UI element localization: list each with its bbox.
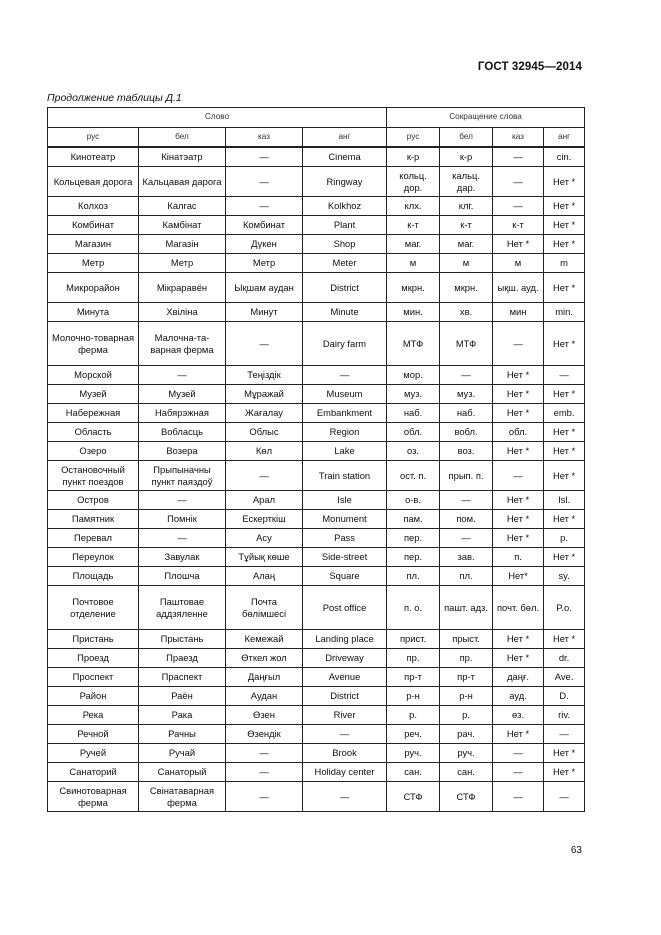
cell-word-kaz: Ескерткіш xyxy=(226,510,303,529)
cell-abbr-kaz: обл. xyxy=(493,423,544,442)
cell-abbr-kaz: Нет * xyxy=(493,630,544,649)
cell-word-kaz: — xyxy=(226,744,303,763)
cell-abbr-bel: — xyxy=(440,529,493,548)
cell-word-kaz: Көл xyxy=(226,442,303,461)
cell-abbr-bel: клг. xyxy=(440,197,493,216)
cell-word-eng: Museum xyxy=(303,385,387,404)
table-row xyxy=(48,510,585,529)
cell-abbr-bel: пр-т xyxy=(440,668,493,687)
cell-abbr-kaz: Нет* xyxy=(493,567,544,586)
table-row xyxy=(48,529,585,548)
table-row xyxy=(48,273,585,303)
abbreviations-table xyxy=(47,107,585,812)
table-row xyxy=(48,548,585,567)
cell-word-bel: — xyxy=(139,529,226,548)
cell-word-rus: Метр xyxy=(48,254,139,273)
cell-word-eng: Cinema xyxy=(303,147,387,167)
cell-word-rus: Проспект xyxy=(48,668,139,687)
cell-abbr-rus: р. xyxy=(387,706,440,725)
cell-abbr-rus: п. о. xyxy=(387,586,440,630)
table-row xyxy=(48,763,585,782)
cell-word-bel: Рака xyxy=(139,706,226,725)
cell-word-bel: — xyxy=(139,491,226,510)
cell-abbr-kaz: Нет * xyxy=(493,404,544,423)
cell-word-eng: Post office xyxy=(303,586,387,630)
cell-word-rus: Остановочный пункт поездов xyxy=(48,461,139,491)
cell-abbr-rus: пер. xyxy=(387,548,440,567)
cell-word-kaz: — xyxy=(226,763,303,782)
cell-word-bel: Хвіліна xyxy=(139,303,226,322)
cell-word-kaz: Өзен xyxy=(226,706,303,725)
cell-word-kaz: Дүкен xyxy=(226,235,303,254)
table-row xyxy=(48,630,585,649)
table-row xyxy=(48,216,585,235)
cell-word-eng: Avenue xyxy=(303,668,387,687)
cell-word-eng: Region xyxy=(303,423,387,442)
cell-abbr-bel: рач. xyxy=(440,725,493,744)
cell-abbr-rus: м xyxy=(387,254,440,273)
cell-abbr-bel: зав. xyxy=(440,548,493,567)
cell-word-eng: Dairy farm xyxy=(303,322,387,366)
cell-abbr-kaz: — xyxy=(493,197,544,216)
cell-abbr-kaz: Нет * xyxy=(493,725,544,744)
cell-abbr-rus: к-р xyxy=(387,147,440,167)
cell-word-kaz: Мұражай xyxy=(226,385,303,404)
cell-word-kaz: Комбинат xyxy=(226,216,303,235)
cell-word-kaz: Жағалау xyxy=(226,404,303,423)
cell-abbr-kaz: ықш. ауд. xyxy=(493,273,544,303)
cell-abbr-bel: МТФ xyxy=(440,322,493,366)
cell-word-bel: Плошча xyxy=(139,567,226,586)
cell-word-eng: — xyxy=(303,366,387,385)
cell-abbr-bel: вобл. xyxy=(440,423,493,442)
table-row xyxy=(48,725,585,744)
col-header-abbr-eng: анг xyxy=(544,128,585,148)
cell-abbr-kaz: — xyxy=(493,763,544,782)
cell-abbr-bel: — xyxy=(440,491,493,510)
cell-abbr-kaz: Нет * xyxy=(493,385,544,404)
cell-word-bel: Свінатаварная ферма xyxy=(139,782,226,812)
cell-word-rus: Почтовое отделение xyxy=(48,586,139,630)
cell-abbr-eng: — xyxy=(544,725,585,744)
cell-word-eng: Meter xyxy=(303,254,387,273)
cell-abbr-rus: мин. xyxy=(387,303,440,322)
sub-header-row xyxy=(48,128,585,148)
cell-word-eng: Shop xyxy=(303,235,387,254)
cell-word-eng: Isle xyxy=(303,491,387,510)
cell-word-rus: Музей xyxy=(48,385,139,404)
cell-word-eng: Pass xyxy=(303,529,387,548)
cell-abbr-eng: Нет * xyxy=(544,273,585,303)
cell-abbr-rus: маг. xyxy=(387,235,440,254)
cell-abbr-bel: руч. xyxy=(440,744,493,763)
cell-abbr-eng: Нет * xyxy=(544,322,585,366)
cell-abbr-kaz: п. xyxy=(493,548,544,567)
col-header-bel: бел xyxy=(139,128,226,148)
cell-word-eng: River xyxy=(303,706,387,725)
cell-abbr-kaz: ауд. xyxy=(493,687,544,706)
cell-abbr-bel: мкрн. xyxy=(440,273,493,303)
cell-word-bel: Малочна-та-варная ферма xyxy=(139,322,226,366)
cell-word-kaz: Ықшам аудан xyxy=(226,273,303,303)
cell-word-rus: Комбинат xyxy=(48,216,139,235)
cell-abbr-bel: пашт. адз. xyxy=(440,586,493,630)
cell-word-rus: Проезд xyxy=(48,649,139,668)
cell-abbr-eng: cin. xyxy=(544,147,585,167)
cell-word-eng: Ringway xyxy=(303,167,387,197)
cell-word-kaz: Арал xyxy=(226,491,303,510)
table-row xyxy=(48,235,585,254)
col-header-abbr-kaz: каз xyxy=(493,128,544,148)
cell-word-bel: Набярэжная xyxy=(139,404,226,423)
cell-word-bel: Музей xyxy=(139,385,226,404)
cell-abbr-rus: СТФ xyxy=(387,782,440,812)
cell-abbr-eng: min. xyxy=(544,303,585,322)
cell-abbr-eng: Нет * xyxy=(544,510,585,529)
cell-word-eng: Kolkhoz xyxy=(303,197,387,216)
cell-abbr-rus: наб. xyxy=(387,404,440,423)
table-row xyxy=(48,167,585,197)
cell-abbr-kaz: — xyxy=(493,167,544,197)
cell-word-kaz: Даңғыл xyxy=(226,668,303,687)
cell-word-kaz: — xyxy=(226,782,303,812)
cell-word-kaz: — xyxy=(226,197,303,216)
cell-abbr-kaz: Нет * xyxy=(493,649,544,668)
table-row xyxy=(48,461,585,491)
cell-abbr-eng: Нет * xyxy=(544,744,585,763)
cell-word-bel: Калгас xyxy=(139,197,226,216)
cell-word-rus: Морской xyxy=(48,366,139,385)
cell-abbr-rus: пр-т xyxy=(387,668,440,687)
cell-word-kaz: Облыс xyxy=(226,423,303,442)
cell-abbr-bel: воз. xyxy=(440,442,493,461)
cell-word-rus: Пристань xyxy=(48,630,139,649)
cell-word-rus: Площадь xyxy=(48,567,139,586)
cell-abbr-bel: пр. xyxy=(440,649,493,668)
cell-word-bel: Метр xyxy=(139,254,226,273)
cell-abbr-kaz: — xyxy=(493,461,544,491)
cell-abbr-rus: муз. xyxy=(387,385,440,404)
cell-abbr-eng: m xyxy=(544,254,585,273)
cell-abbr-bel: пом. xyxy=(440,510,493,529)
cell-abbr-bel: к-р xyxy=(440,147,493,167)
cell-word-rus: Кольцевая дорога xyxy=(48,167,139,197)
cell-abbr-rus: о-в. xyxy=(387,491,440,510)
cell-abbr-eng: D. xyxy=(544,687,585,706)
table-row xyxy=(48,586,585,630)
cell-abbr-rus: реч. xyxy=(387,725,440,744)
cell-word-bel: Санаторый xyxy=(139,763,226,782)
cell-word-bel: Помнік xyxy=(139,510,226,529)
cell-abbr-eng: sy. xyxy=(544,567,585,586)
cell-abbr-kaz: почт. бөл. xyxy=(493,586,544,630)
cell-abbr-bel: — xyxy=(440,366,493,385)
table-row xyxy=(48,254,585,273)
table-row xyxy=(48,147,585,167)
cell-abbr-bel: прыст. xyxy=(440,630,493,649)
group-header-word: Слово xyxy=(48,108,387,128)
cell-word-eng: Side-street xyxy=(303,548,387,567)
cell-abbr-rus: клх. xyxy=(387,197,440,216)
cell-word-rus: Область xyxy=(48,423,139,442)
cell-word-kaz: Аудан xyxy=(226,687,303,706)
cell-abbr-kaz: мин xyxy=(493,303,544,322)
cell-abbr-eng: Нет * xyxy=(544,442,585,461)
cell-word-kaz: — xyxy=(226,322,303,366)
cell-abbr-rus: ост. п. xyxy=(387,461,440,491)
table-row xyxy=(48,687,585,706)
cell-abbr-eng: — xyxy=(544,366,585,385)
cell-abbr-kaz: даңғ. xyxy=(493,668,544,687)
cell-word-eng: Lake xyxy=(303,442,387,461)
cell-word-kaz: Алаң xyxy=(226,567,303,586)
cell-abbr-kaz: Нет * xyxy=(493,442,544,461)
cell-word-eng: District xyxy=(303,273,387,303)
cell-word-rus: Микрорайон xyxy=(48,273,139,303)
cell-abbr-kaz: Нет * xyxy=(493,510,544,529)
cell-word-eng: — xyxy=(303,782,387,812)
cell-word-kaz: Почта бөлімшесі xyxy=(226,586,303,630)
cell-word-bel: Кінатэатр xyxy=(139,147,226,167)
cell-word-kaz: Тұйық көше xyxy=(226,548,303,567)
cell-word-kaz: Өткел жол xyxy=(226,649,303,668)
cell-abbr-bel: маг. xyxy=(440,235,493,254)
cell-word-bel: Вобласць xyxy=(139,423,226,442)
cell-abbr-kaz: — xyxy=(493,147,544,167)
cell-word-bel: Рачны xyxy=(139,725,226,744)
cell-word-rus: Магазин xyxy=(48,235,139,254)
cell-word-bel: Камбінат xyxy=(139,216,226,235)
cell-abbr-eng: Ave. xyxy=(544,668,585,687)
cell-word-rus: Озеро xyxy=(48,442,139,461)
cell-word-eng: — xyxy=(303,725,387,744)
cell-word-bel: Завулак xyxy=(139,548,226,567)
cell-abbr-eng: dr. xyxy=(544,649,585,668)
cell-word-kaz: Асу xyxy=(226,529,303,548)
cell-word-kaz: — xyxy=(226,147,303,167)
cell-word-eng: Monument xyxy=(303,510,387,529)
cell-abbr-eng: riv. xyxy=(544,706,585,725)
cell-abbr-rus: р-н xyxy=(387,687,440,706)
cell-word-rus: Район xyxy=(48,687,139,706)
table-row xyxy=(48,303,585,322)
cell-word-kaz: — xyxy=(226,167,303,197)
cell-abbr-eng: p. xyxy=(544,529,585,548)
table-row xyxy=(48,649,585,668)
cell-abbr-kaz: Нет * xyxy=(493,366,544,385)
cell-word-rus: Река xyxy=(48,706,139,725)
cell-abbr-bel: р-н xyxy=(440,687,493,706)
cell-abbr-rus: сан. xyxy=(387,763,440,782)
cell-abbr-rus: обл. xyxy=(387,423,440,442)
cell-word-bel: Прыпыначны пункт паяздоў xyxy=(139,461,226,491)
table-row xyxy=(48,322,585,366)
cell-abbr-eng: Нет * xyxy=(544,197,585,216)
cell-word-rus: Остров xyxy=(48,491,139,510)
cell-word-eng: Plant xyxy=(303,216,387,235)
cell-abbr-kaz: к-т xyxy=(493,216,544,235)
cell-abbr-rus: мор. xyxy=(387,366,440,385)
cell-word-bel: Возера xyxy=(139,442,226,461)
cell-abbr-bel: к-т xyxy=(440,216,493,235)
cell-word-kaz: Теңіздік xyxy=(226,366,303,385)
cell-abbr-bel: пл. xyxy=(440,567,493,586)
cell-abbr-bel: муз. xyxy=(440,385,493,404)
cell-word-bel: Раён xyxy=(139,687,226,706)
cell-abbr-kaz: м xyxy=(493,254,544,273)
cell-word-bel: Кальцавая дарога xyxy=(139,167,226,197)
cell-abbr-eng: Нет * xyxy=(544,385,585,404)
cell-abbr-eng: Isl. xyxy=(544,491,585,510)
cell-abbr-rus: МТФ xyxy=(387,322,440,366)
cell-word-rus: Молочно-товарная ферма xyxy=(48,322,139,366)
table-row xyxy=(48,423,585,442)
cell-abbr-rus: руч. xyxy=(387,744,440,763)
cell-abbr-bel: прып. п. xyxy=(440,461,493,491)
table-row xyxy=(48,385,585,404)
document-code: ГОСТ 32945—2014 xyxy=(477,61,582,73)
cell-word-eng: Driveway xyxy=(303,649,387,668)
table-row xyxy=(48,366,585,385)
cell-word-rus: Переулок xyxy=(48,548,139,567)
cell-word-rus: Колхоз xyxy=(48,197,139,216)
col-header-kaz: каз xyxy=(226,128,303,148)
cell-abbr-rus: к-т xyxy=(387,216,440,235)
cell-abbr-bel: р. xyxy=(440,706,493,725)
cell-word-eng: Holiday center xyxy=(303,763,387,782)
cell-word-eng: Minute xyxy=(303,303,387,322)
cell-word-rus: Речной xyxy=(48,725,139,744)
cell-word-rus: Свинотоварная ферма xyxy=(48,782,139,812)
cell-abbr-bel: м xyxy=(440,254,493,273)
cell-abbr-rus: пам. xyxy=(387,510,440,529)
table-row xyxy=(48,491,585,510)
table-row xyxy=(48,567,585,586)
cell-abbr-bel: сан. xyxy=(440,763,493,782)
cell-abbr-eng: Нет * xyxy=(544,235,585,254)
cell-abbr-eng: Нет * xyxy=(544,461,585,491)
cell-abbr-eng: Нет * xyxy=(544,216,585,235)
cell-word-bel: — xyxy=(139,366,226,385)
cell-abbr-eng: Нет * xyxy=(544,167,585,197)
cell-word-eng: District xyxy=(303,687,387,706)
cell-word-kaz: Кемежай xyxy=(226,630,303,649)
table-row xyxy=(48,197,585,216)
cell-word-kaz: Метр xyxy=(226,254,303,273)
cell-word-bel: Ручай xyxy=(139,744,226,763)
group-header-abbreviation: Сокращение слова xyxy=(387,108,585,128)
col-header-rus: рус xyxy=(48,128,139,148)
cell-abbr-kaz: — xyxy=(493,744,544,763)
cell-word-rus: Ручей xyxy=(48,744,139,763)
cell-abbr-kaz: — xyxy=(493,782,544,812)
table-row xyxy=(48,706,585,725)
table-body xyxy=(48,147,585,812)
cell-abbr-rus: оз. xyxy=(387,442,440,461)
cell-abbr-eng: Нет * xyxy=(544,763,585,782)
cell-abbr-bel: кальц. дар. xyxy=(440,167,493,197)
col-header-eng: анг xyxy=(303,128,387,148)
cell-word-eng: Landing place xyxy=(303,630,387,649)
cell-abbr-eng: emb. xyxy=(544,404,585,423)
table-row xyxy=(48,668,585,687)
cell-word-bel: Паштовае аддзяленне xyxy=(139,586,226,630)
cell-abbr-rus: кольц. дор. xyxy=(387,167,440,197)
cell-abbr-eng: Нет * xyxy=(544,630,585,649)
cell-abbr-kaz: Нет * xyxy=(493,529,544,548)
col-header-abbr-bel: бел xyxy=(440,128,493,148)
cell-abbr-bel: наб. xyxy=(440,404,493,423)
cell-abbr-bel: хв. xyxy=(440,303,493,322)
cell-abbr-rus: прист. xyxy=(387,630,440,649)
cell-abbr-rus: пл. xyxy=(387,567,440,586)
table-row xyxy=(48,404,585,423)
cell-abbr-eng: Нет * xyxy=(544,423,585,442)
cell-abbr-rus: пр. xyxy=(387,649,440,668)
cell-word-eng: Square xyxy=(303,567,387,586)
cell-word-rus: Набережная xyxy=(48,404,139,423)
cell-word-kaz: — xyxy=(226,461,303,491)
cell-word-bel: Праспект xyxy=(139,668,226,687)
cell-abbr-kaz: Нет * xyxy=(493,235,544,254)
cell-abbr-eng: Нет * xyxy=(544,548,585,567)
cell-abbr-kaz: — xyxy=(493,322,544,366)
cell-word-eng: Train station xyxy=(303,461,387,491)
cell-word-rus: Минута xyxy=(48,303,139,322)
cell-word-bel: Мікраравён xyxy=(139,273,226,303)
cell-word-rus: Кинотеатр xyxy=(48,147,139,167)
cell-word-rus: Санаторий xyxy=(48,763,139,782)
page-number: 63 xyxy=(570,845,582,856)
table-row xyxy=(48,782,585,812)
cell-word-rus: Памятник xyxy=(48,510,139,529)
cell-abbr-eng: — xyxy=(544,782,585,812)
cell-word-bel: Прыстань xyxy=(139,630,226,649)
cell-word-rus: Перевал xyxy=(48,529,139,548)
table-row xyxy=(48,442,585,461)
cell-abbr-eng: P.o. xyxy=(544,586,585,630)
cell-word-bel: Магазін xyxy=(139,235,226,254)
col-header-abbr-rus: рус xyxy=(387,128,440,148)
cell-word-kaz: Өзендік xyxy=(226,725,303,744)
cell-word-bel: Праезд xyxy=(139,649,226,668)
table-row xyxy=(48,744,585,763)
cell-abbr-rus: пер. xyxy=(387,529,440,548)
cell-word-eng: Embankment xyxy=(303,404,387,423)
table-caption: Продолжение таблицы Д.1 xyxy=(47,92,182,104)
cell-word-kaz: Минут xyxy=(226,303,303,322)
cell-abbr-bel: СТФ xyxy=(440,782,493,812)
cell-abbr-kaz: Нет * xyxy=(493,491,544,510)
cell-abbr-kaz: өз. xyxy=(493,706,544,725)
cell-abbr-rus: мкрн. xyxy=(387,273,440,303)
cell-word-eng: Brook xyxy=(303,744,387,763)
